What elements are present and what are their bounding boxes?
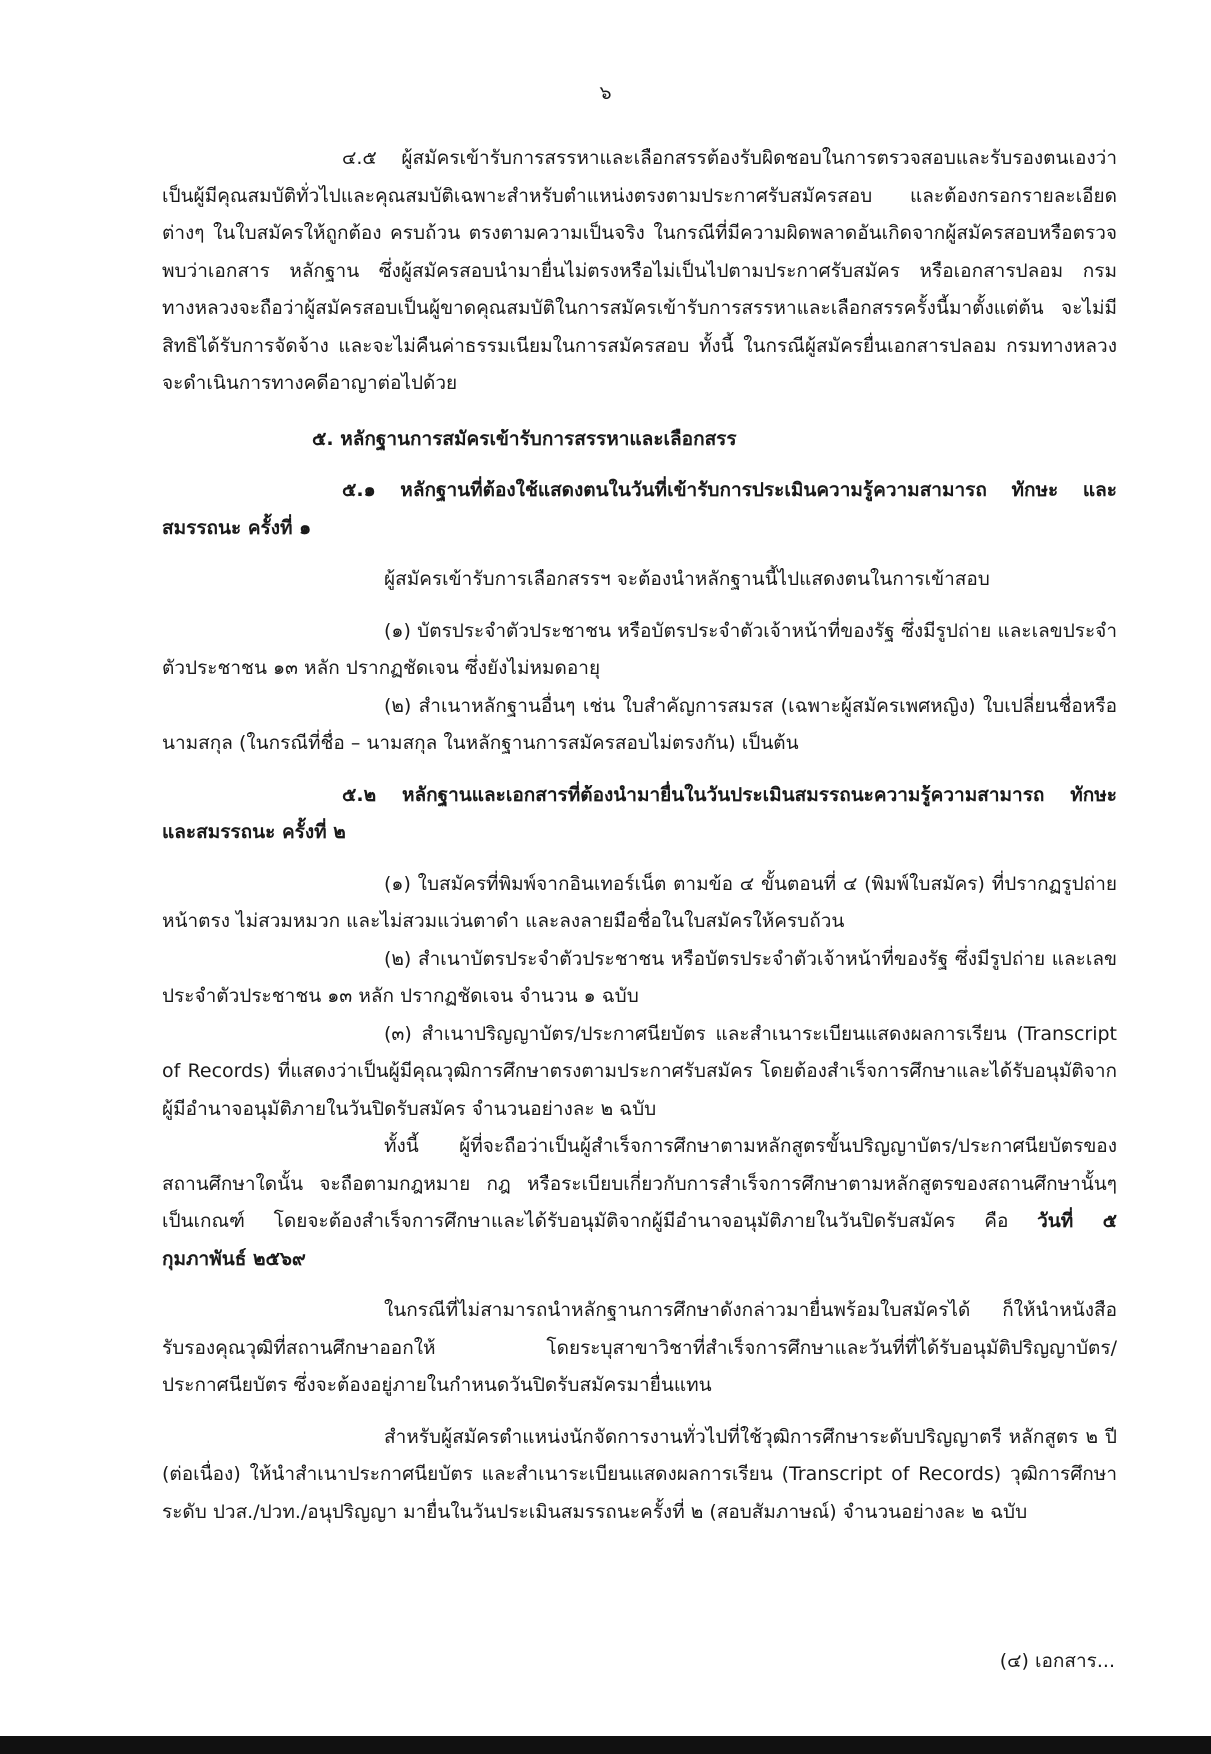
section-5-2-note bbox=[162, 1128, 1117, 1278]
page-number: ๖ bbox=[599, 82, 612, 104]
paragraph-4-5: ๔.๕ ผู้สมัครเข้ารับการสรรหาและเลือกสรรต้องรับผิดชอบในการตรวจสอบและรับรองตนเองว่า เป็นผู้มีคุณสมบัติทั่วไปและคุณสมบัติเฉพาะสำหรับตำแหน่งตรงตามประกาศรับสมัครสอบ และต้องกรอกรายละเอียดต่างๆ ในใบสมัครให้ถูกต้อง ครบถ้วน ตรงตามความเป็นจริง ในกรณีที่มีความผิดพลาดอันเกิดจากผู้สมัครสอบหรือตรวจพบว่าเอกสาร หลักฐาน ซึ่งผู้สมัครสอบนำมายื่นไม่ตรงหรือไม่เป็นไปตามประกาศรับสมัคร หรือเอกสารปลอม กรมทางหลวงจะถือว่าผู้สมัครสอบเป็นผู้ขาดคุณสมบัติในการสมัครเข้ารับการสรรหาและเลือกสรรครั้งนี้มาตั้งแต่ต้น จะไม่มีสิทธิได้รับการจัดจ้าง และจะไม่คืนค่าธรรมเนียมในการสมัครสอบ ทั้งนี้ ในกรณีผู้สมัครยื่นเอกสารปลอม กรมทางหลวงจะดำเนินการทางคดีอาญาต่อไปด้วย bbox=[162, 147, 1117, 394]
section-5-2-continuing-program: สำหรับผู้สมัครตำแหน่งนักจัดการงานทั่วไปที่ใช้วุฒิการศึกษาระดับปริญญาตรี หลักสูตร ๒ ปี (ต่อเนื่อง) ให้นำสำเนาประกาศนียบัตร และสำเนาระเบียนแสดงผลการเรียน (Transcript of Records) วุฒิการศึกษาระดับ ปวส./ปวท./อนุปริญญา มายื่นในวันประเมินสมรรถนะครั้งที่ ๒ (สอบสัมภาษณ์) จำนวนอย่างละ ๒ ฉบับ bbox=[162, 1425, 1117, 1523]
section-5-1-heading: ๕.๑ หลักฐานที่ต้องใช้แสดงตนในวันที่เข้ารับการประเมินความรู้ความสามารถ ทักษะ และสมรรถนะ ครั้งที่ ๑ bbox=[162, 479, 1117, 539]
scan-edge-bar bbox=[0, 1736, 1211, 1754]
section-5-2-item-3: (๓) สำเนาปริญญาบัตร/ประกาศนียบัตร และสำเนาระเบียนแสดงผลการเรียน (Transcript of Records) ที่แสดงว่าเป็นผู้มีคุณวุฒิการศึกษาตรงตามประกาศรับสมัคร โดยต้องสำเร็จการศึกษาและได้รับอนุมัติจากผู้มีอำนาจอนุมัติภายในวันปิดรับสมัคร จำนวนอย่างละ ๒ ฉบับ bbox=[162, 1022, 1117, 1120]
closing-date: วันที่ ๕ กุมภาพันธ์ ๒๕๖๙ bbox=[162, 1210, 1117, 1270]
section-5-2-item-1: (๑) ใบสมัครที่พิมพ์จากอินเทอร์เน็ต ตามข้อ ๔ ขั้นตอนที่ ๔ (พิมพ์ใบสมัคร) ที่ปรากฏรูปถ่ายหน้าตรง ไม่สวมหมวก และไม่สวมแว่นตาดำ และลงลายมือชื่อในใบสมัครให้ครบถ้วน bbox=[162, 872, 1117, 932]
section-5-2-item-2: (๒) สำเนาบัตรประจำตัวประชาชน หรือบัตรประจำตัวเจ้าหน้าที่ของรัฐ ซึ่งมีรูปถ่าย และเลขประจำตัวประชาชน ๑๓ หลัก ปรากฏชัดเจน จำนวน ๑ ฉบับ bbox=[162, 947, 1117, 1007]
section-5-2-heading: ๕.๒ หลักฐานและเอกสารที่ต้องนำมายื่นในวันประเมินสมรรถนะความรู้ความสามารถ ทักษะ และสมรรถนะ ครั้งที่ ๒ bbox=[162, 783, 1117, 843]
section-5-2-note-text: ทั้งนี้ ผู้ที่จะถือว่าเป็นผู้สำเร็จการศึกษาตามหลักสูตรขั้นปริญญาบัตร/ประกาศนียบัตรของสถานศึกษาใดนั้น จะถือตามกฎหมาย กฎ หรือระเบียบเกี่ยวกับการสำเร็จการศึกษาตามหลักสูตรของสถานศึกษานั้นๆ เป็นเกณฑ์ โดยจะต้องสำเร็จการศึกษาและได้รับอนุมัติจากผู้มีอำนาจอนุมัติภายในวันปิดรับสมัคร คือ bbox=[162, 1135, 1117, 1232]
document-body bbox=[162, 140, 1117, 1531]
section-5-1-item-1: (๑) บัตรประจำตัวประชาชน หรือบัตรประจำตัวเจ้าหน้าที่ของรัฐ ซึ่งมีรูปถ่าย และเลขประจำตัวประชาชน ๑๓ หลัก ปรากฏชัดเจน ซึ่งยังไม่หมดอายุ bbox=[162, 619, 1117, 679]
section-5-heading: ๕. หลักฐานการสมัครเข้ารับการสรรหาและเลือกสรร bbox=[312, 427, 737, 450]
section-5-1-intro: ผู้สมัครเข้ารับการเลือกสรรฯ จะต้องนำหลักฐานนี้ไปแสดงตนในการเข้าสอบ bbox=[384, 568, 990, 590]
section-5-1-item-2: (๒) สำเนาหลักฐานอื่นๆ เช่น ใบสำคัญการสมรส (เฉพาะผู้สมัครเพศหญิง) ใบเปลี่ยนชื่อหรือนามสกุล (ในกรณีที่ชื่อ – นามสกุล ในหลักฐานการสมัครสอบไม่ตรงกัน) เป็นต้น bbox=[162, 694, 1117, 754]
continuation-note: (๔) เอกสาร... bbox=[999, 1650, 1115, 1672]
section-5-2-alternative: ในกรณีที่ไม่สามารถนำหลักฐานการศึกษาดังกล่าวมายื่นพร้อมใบสมัครได้ ก็ให้นำหนังสือรับรองคุณวุฒิที่สถานศึกษาออกให้ โดยระบุสาขาวิชาที่สำเร็จการศึกษาและวันที่ที่ได้รับอนุมัติปริญญาบัตร/ประกาศนียบัตร ซึ่งจะต้องอยู่ภายในกำหนดวันปิดรับสมัครมายื่นแทน bbox=[162, 1299, 1117, 1396]
